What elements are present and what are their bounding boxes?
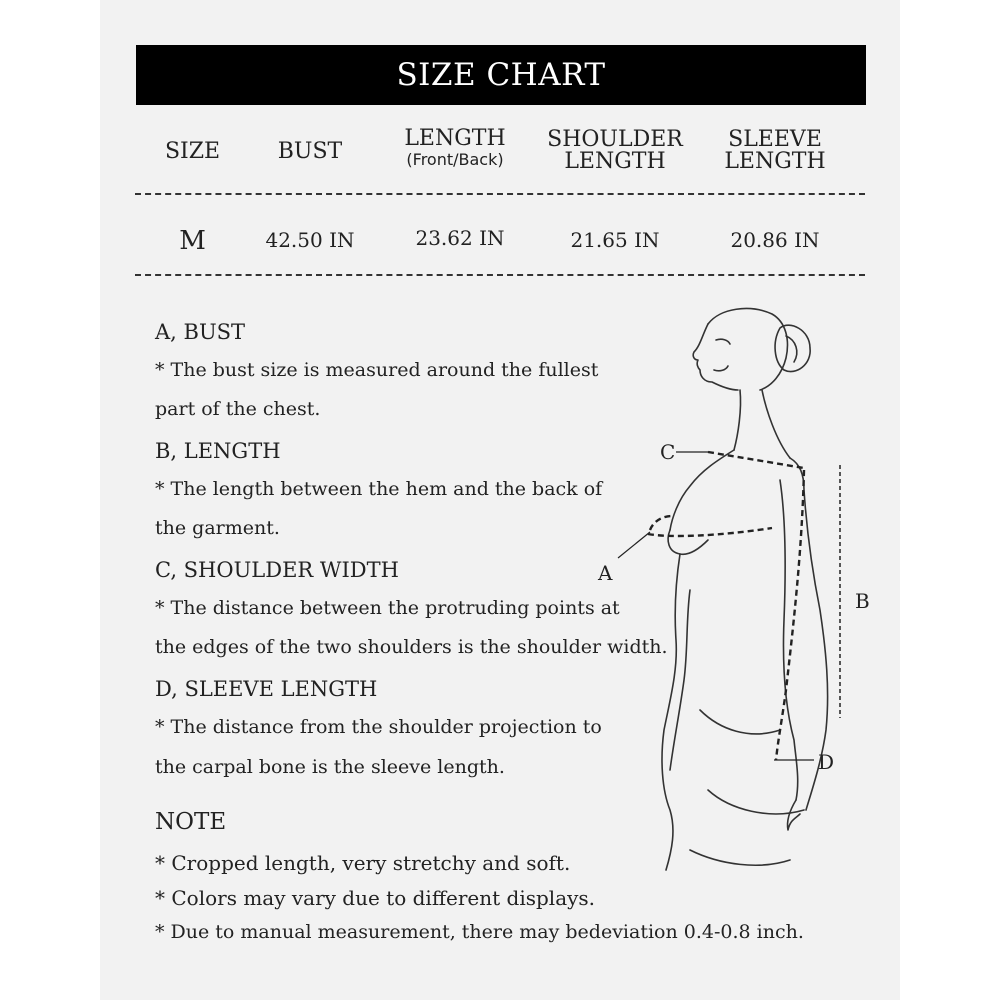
cell-shoulder: 21.65 IN [570, 228, 660, 252]
section-a-line2: part of the chest. [155, 398, 321, 420]
section-d-title: D, SLEEVE LENGTH [155, 677, 378, 701]
section-b-title: B, LENGTH [155, 439, 281, 463]
title-text: SIZE CHART [396, 57, 606, 93]
note-line2: * Colors may vary due to different displays. [155, 886, 596, 910]
table-divider-bottom [135, 274, 865, 276]
figure-label-c: C [660, 440, 676, 464]
section-d-line2: the carpal bone is the sleeve length. [155, 756, 505, 778]
note-line1: * Cropped length, very stretchy and soft. [155, 851, 571, 875]
section-a-title: A, BUST [155, 320, 246, 344]
section-b-line1: * The length between the hem and the back of [155, 478, 603, 500]
table-divider-top [135, 193, 865, 195]
header-sleeve-length: SLEEVE LENGTH [724, 127, 826, 174]
header-length: LENGTH (Front/Back) [380, 128, 530, 170]
cell-bust: 42.50 IN [265, 228, 355, 252]
section-a-line1: * The bust size is measured around the fullest [155, 359, 599, 381]
section-c-line1: * The distance between the protruding points at [155, 597, 620, 619]
section-c-title: C, SHOULDER WIDTH [155, 558, 399, 582]
cell-length: 23.62 IN [415, 226, 505, 250]
figure-label-a: A [598, 561, 613, 585]
note-line3: * Due to manual measurement, there may bedeviation 0.4-0.8 inch. [155, 921, 804, 943]
figure-label-b: B [855, 589, 870, 613]
cell-sleeve: 20.86 IN [730, 228, 820, 252]
header-size: SIZE [164, 139, 221, 164]
header-shoulder-length: SHOULDER LENGTH [547, 127, 683, 174]
section-d-line1: * The distance from the shoulder projection to [155, 716, 602, 738]
size-chart-title [136, 45, 866, 105]
section-c-line2: the edges of the two shoulders is the shoulder width. [155, 636, 668, 658]
section-b-line2: the garment. [155, 517, 280, 539]
header-length-sub: (Front/Back) [406, 150, 504, 169]
figure-label-d: D [818, 750, 835, 774]
note-title: NOTE [155, 809, 227, 835]
cell-size: M [179, 226, 206, 256]
header-bust: BUST [277, 139, 343, 164]
model-figure-illustration [590, 290, 890, 890]
